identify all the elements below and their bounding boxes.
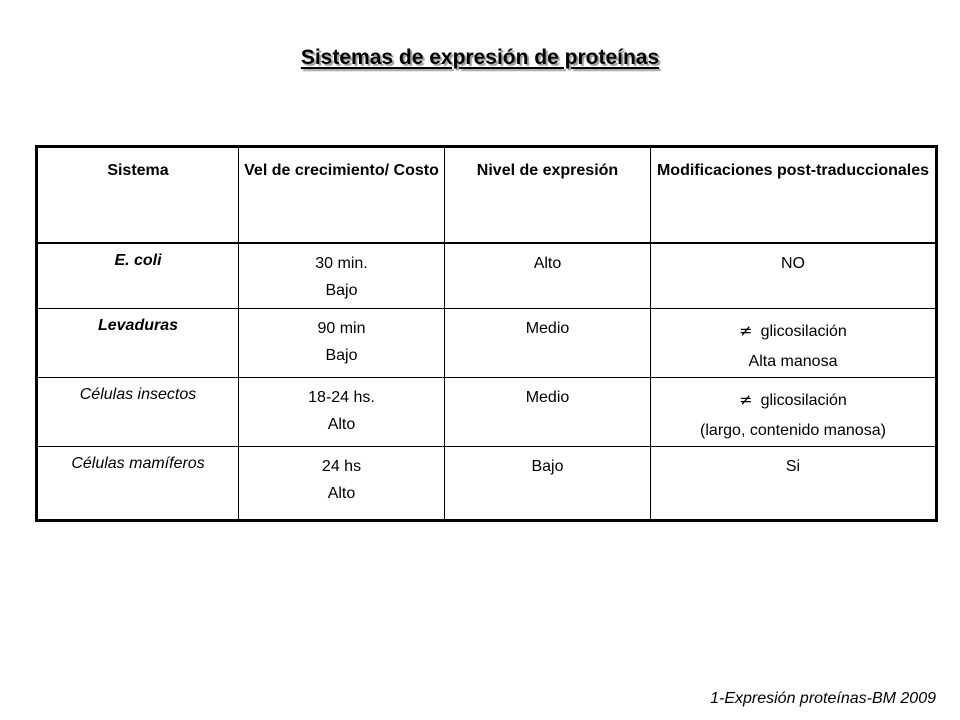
cell-velocidad: 90 min	[317, 320, 366, 337]
cell-modificaciones	[651, 378, 937, 447]
header-sistema: Sistema	[37, 147, 239, 244]
cell-velocidad-costo	[239, 309, 445, 378]
not-equal-icon: ≠	[739, 321, 753, 340]
cell-nivel: Medio	[445, 309, 651, 378]
mod-line2: (largo, contenido manosa)	[700, 422, 886, 439]
mod-line2: Alta manosa	[748, 353, 838, 370]
cell-costo: Bajo	[325, 282, 358, 299]
cell-velocidad: 30 min.	[315, 255, 368, 272]
mod-line1: glicosilación	[760, 323, 847, 340]
header-modificaciones: Modificaciones post-traduccionales	[651, 147, 937, 244]
cell-modificaciones	[651, 309, 937, 378]
cell-sistema: E. coli	[37, 243, 239, 309]
cell-velocidad-costo	[239, 243, 445, 309]
cell-costo: Alto	[327, 485, 356, 502]
cell-velocidad-costo	[239, 447, 445, 521]
cell-velocidad-costo	[239, 378, 445, 447]
expression-systems-table	[35, 145, 938, 522]
cell-sistema: Células mamíferos	[37, 447, 239, 521]
mod-line1: glicosilación	[760, 392, 847, 409]
cell-velocidad: 24 hs	[321, 458, 362, 475]
expression-systems-table-container	[35, 145, 935, 522]
cell-costo: Bajo	[325, 347, 358, 364]
cell-modificaciones: Si	[651, 447, 937, 521]
not-equal-icon: ≠	[739, 390, 753, 409]
header-nivel-expresion: Nivel de expresión	[445, 147, 651, 244]
footer-note: 1-Expresión proteínas-BM 2009	[710, 690, 936, 707]
cell-modificaciones: NO	[651, 243, 937, 309]
slide-title: Sistemas de expresión de proteínas	[300, 46, 660, 69]
cell-velocidad: 18-24 hs.	[308, 389, 375, 406]
cell-sistema: Levaduras	[37, 309, 239, 378]
cell-nivel: Medio	[445, 378, 651, 447]
cell-sistema: Células insectos	[37, 378, 239, 447]
header-velocidad-costo: Vel de crecimiento/ Costo	[239, 147, 445, 244]
table-row	[37, 243, 937, 309]
table-row	[37, 378, 937, 447]
cell-nivel: Alto	[445, 243, 651, 309]
cell-nivel: Bajo	[445, 447, 651, 521]
table-header-row	[37, 147, 937, 244]
table-row	[37, 309, 937, 378]
cell-costo: Alto	[327, 416, 356, 433]
table-row	[37, 447, 937, 521]
